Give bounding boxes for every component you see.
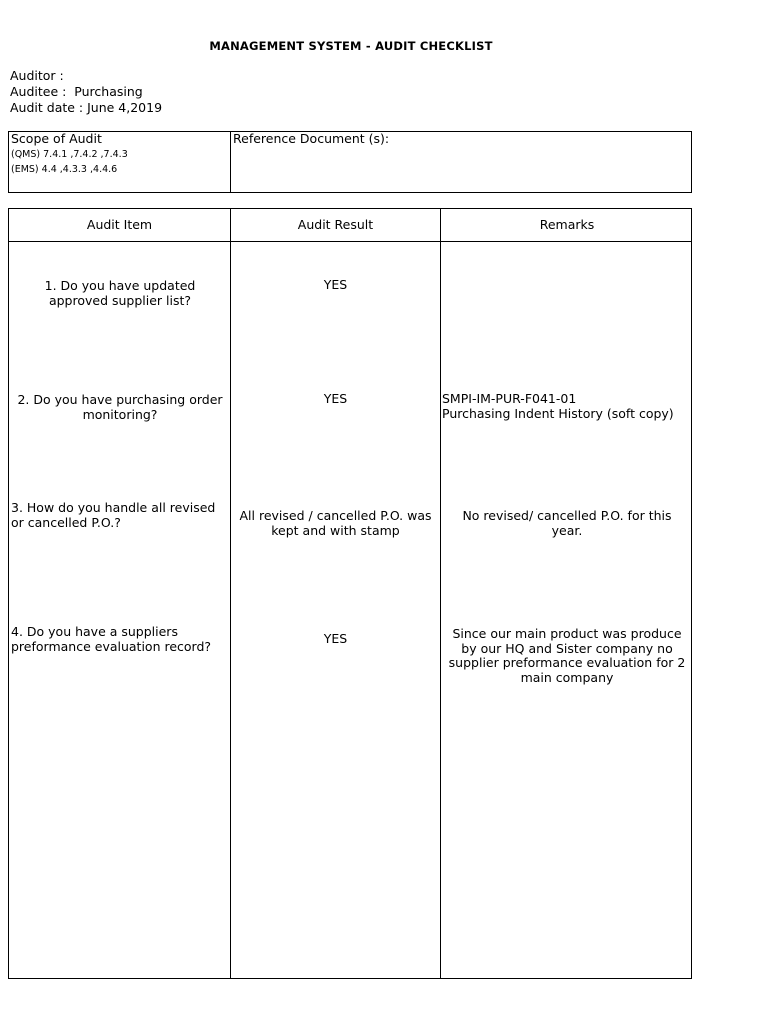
header-audit-item: Audit Item <box>86 217 153 232</box>
row-4-item: 4. Do you have a suppliers preformance evaluation record? <box>11 624 212 654</box>
column-divider <box>440 209 441 978</box>
row-2-remarks-doc: SMPI-IM-PUR-F041-01 <box>442 391 577 406</box>
row-2-remarks-history: Purchasing Indent History (soft copy) <box>442 406 674 421</box>
scope-ems: (EMS) 4.4 ,4.3.3 ,4.4.6 <box>11 164 118 175</box>
column-divider <box>230 209 231 978</box>
row-3-remarks: No revised/ cancelled P.O. for this year. <box>462 508 672 538</box>
scope-box <box>8 131 692 193</box>
audit-date-line: Audit date : June 4,2019 <box>10 100 163 115</box>
auditor-line: Auditor : <box>10 68 64 83</box>
header-remarks: Remarks <box>539 217 595 232</box>
row-3-item: 3. How do you handle all revised or cancelled P.O.? <box>11 500 216 530</box>
scope-cell <box>9 132 231 192</box>
row-4-result: YES <box>323 631 348 646</box>
auditee-line: Auditee : Purchasing <box>10 84 143 99</box>
audit-table <box>8 208 692 979</box>
row-3-result: All revised / cancelled P.O. was kept and with stamp <box>239 508 432 538</box>
row-4-remarks: Since our main product was produce by our HQ and Sister company no supplier preformance evaluation for 2 main company <box>448 626 686 685</box>
header-divider <box>9 241 691 242</box>
row-2-item: 2. Do you have purchasing order monitoring? <box>17 392 223 422</box>
row-1-item: 1. Do you have updated approved supplier list? <box>44 278 196 308</box>
reference-document-label: Reference Document (s): <box>233 131 390 146</box>
header-audit-result: Audit Result <box>297 217 374 232</box>
scope-label: Scope of Audit <box>11 131 102 146</box>
scope-qms: (QMS) 7.4.1 ,7.4.2 ,7.4.3 <box>11 149 128 160</box>
row-2-result: YES <box>323 391 348 406</box>
row-1-result: YES <box>323 277 348 292</box>
page-title: MANAGEMENT SYSTEM - AUDIT CHECKLIST <box>209 39 493 53</box>
